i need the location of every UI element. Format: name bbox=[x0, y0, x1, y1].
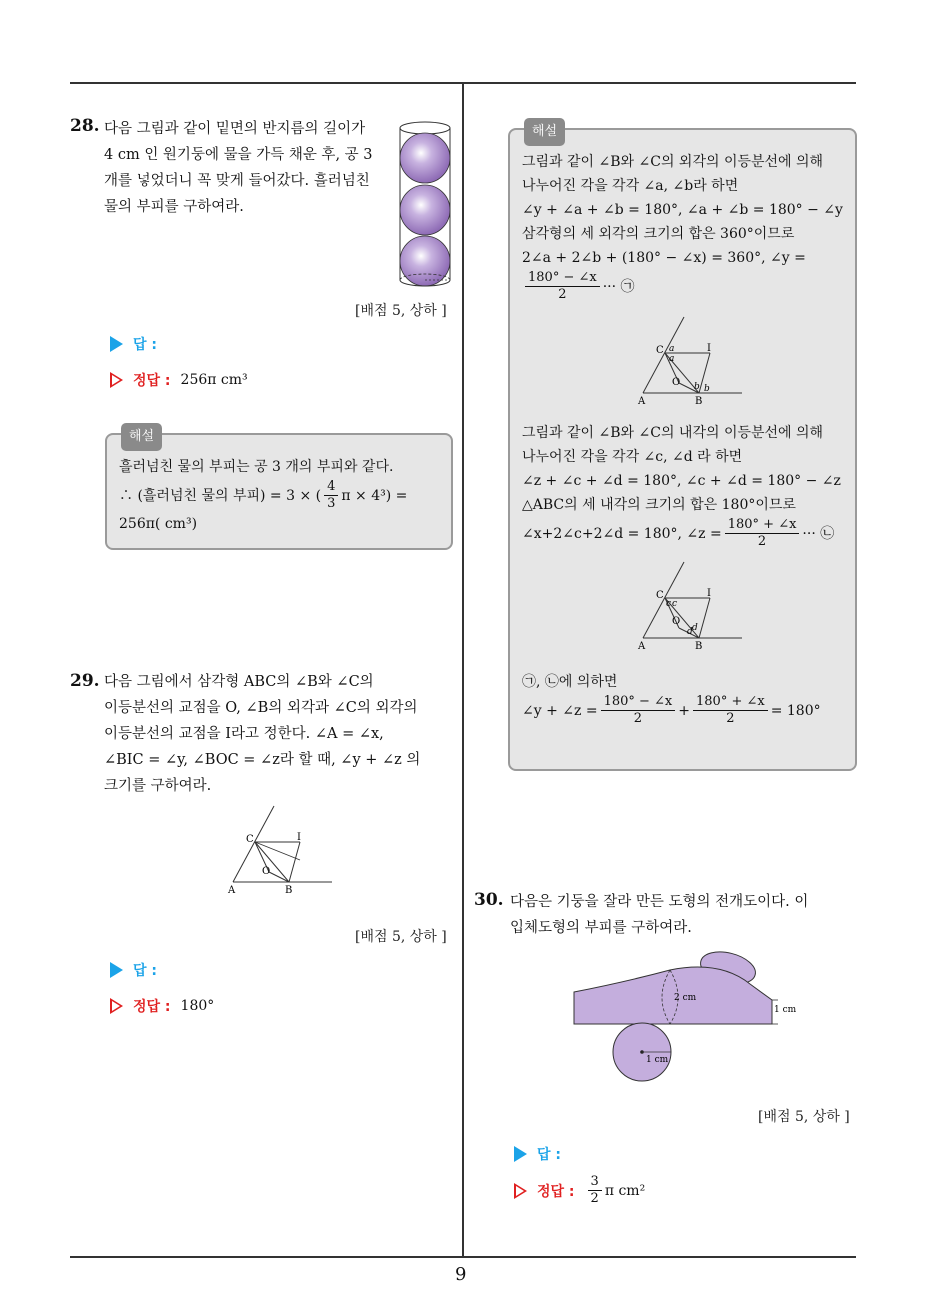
sol2-mark: ··· ㉡ bbox=[802, 525, 835, 542]
fig2-label-O: O bbox=[672, 616, 681, 627]
answer-arrow-icon bbox=[514, 1146, 527, 1162]
sol1-figure bbox=[632, 311, 748, 407]
fig2-label-A: A bbox=[638, 641, 646, 652]
q28-solution-line: 256π( cm³) bbox=[119, 516, 198, 532]
q28-text bbox=[104, 116, 394, 220]
q28-answer-label: 답 : bbox=[133, 337, 157, 353]
q29-text bbox=[104, 669, 449, 799]
correct-arrow-icon bbox=[514, 1183, 527, 1199]
sol1-frac-line bbox=[522, 270, 843, 303]
q29-line: ∠BIC = ∠y, ∠BOC = ∠z라 할 때, ∠y + ∠z 의 bbox=[104, 752, 421, 768]
q30-correct-suffix: π cm² bbox=[604, 1182, 646, 1199]
sol2-line: 나누어진 각을 각각 ∠c, ∠d 라 하면 bbox=[522, 449, 743, 465]
q29-solution-tag: 해설 bbox=[524, 118, 565, 146]
sol2-line: ∠z + ∠c + ∠d = 180°, ∠c + ∠d = 180° − ∠z bbox=[522, 473, 841, 489]
sol2-fraction bbox=[725, 517, 800, 550]
fig-label-C: C bbox=[246, 834, 254, 845]
q28-solution-text: ∴ (흘러넘친 물의 부피) = 3 × ( bbox=[119, 487, 322, 504]
sol3-fraction-2 bbox=[693, 694, 768, 727]
q30-answer-line bbox=[514, 1144, 561, 1164]
sol2-figure bbox=[632, 556, 748, 652]
q28-correct-line bbox=[110, 370, 248, 390]
fig1-angle-a: a bbox=[669, 354, 675, 364]
q29-correct-line bbox=[110, 996, 214, 1016]
q28-solution-text: π × 4³) = bbox=[341, 487, 408, 504]
sol1-fraction bbox=[525, 270, 600, 303]
q29-number: 29. bbox=[70, 671, 100, 691]
q28-number: 28. bbox=[70, 116, 100, 136]
sol2-text: ∠x+2∠c+2∠d = 180°, ∠z = bbox=[522, 525, 722, 542]
fraction-numerator: 180° + ∠x bbox=[725, 517, 800, 534]
sol1-mark: ··· ㉠ bbox=[602, 278, 635, 295]
q29-answer-label: 답 : bbox=[133, 963, 157, 979]
fig2-angle-d: d bbox=[687, 627, 693, 637]
q30-answer-label: 답 : bbox=[537, 1147, 561, 1163]
q29-triangle-figure bbox=[222, 800, 338, 896]
answer-arrow-icon bbox=[110, 336, 123, 352]
fraction-denominator: 2 bbox=[633, 711, 643, 726]
sol3-plus: + bbox=[678, 702, 690, 719]
q28-score: [배점 5, 상하 ] bbox=[355, 303, 447, 319]
q30-text bbox=[510, 889, 850, 941]
fig2-label-B: B bbox=[695, 641, 703, 652]
correct-arrow-icon bbox=[110, 372, 123, 388]
q30-correct-line bbox=[514, 1174, 645, 1207]
q28-line: 개를 넣었더니 꼭 맞게 들어갔다. 흘러넘친 bbox=[104, 173, 370, 189]
page-number: 9 bbox=[455, 1264, 467, 1285]
q30-side-label: 1 cm bbox=[774, 1005, 797, 1015]
fraction-numerator: 180° + ∠x bbox=[693, 694, 768, 711]
sol1-line: ∠y + ∠a + ∠b = 180°, ∠a + ∠b = 180° − ∠y bbox=[522, 202, 843, 218]
fig2-label-I: I bbox=[707, 588, 711, 599]
sol2-line: △ABC의 세 내각의 크기의 합은 180°이므로 bbox=[522, 497, 796, 513]
fig-label-B: B bbox=[285, 885, 293, 896]
fig1-angle-b: b bbox=[704, 384, 710, 394]
fig2-angle-c: c bbox=[666, 599, 672, 609]
q30-line: 입체도형의 부피를 구하여라. bbox=[510, 920, 692, 936]
bottom-rule bbox=[70, 1256, 856, 1258]
q30-height-label: 2 cm bbox=[674, 993, 697, 1003]
q28-line: 물의 부피를 구하여라. bbox=[104, 199, 244, 215]
q29-correct-value: 180° bbox=[180, 998, 215, 1014]
q30-radius-label: 1 cm bbox=[646, 1055, 669, 1065]
q30-net-figure bbox=[570, 948, 802, 1084]
fraction-denominator: 2 bbox=[757, 534, 767, 549]
fig1-angle-a: a bbox=[669, 344, 675, 354]
fig-label-O: O bbox=[262, 866, 271, 877]
q28-cylinder-figure bbox=[392, 118, 458, 294]
q30-line: 다음은 기둥을 잘라 만든 도형의 전개도이다. 이 bbox=[510, 894, 809, 910]
q29-line: 다음 그림에서 삼각형 ABC의 ∠B와 ∠C의 bbox=[104, 674, 374, 690]
fig1-label-O: O bbox=[672, 377, 681, 388]
sol2-frac-line bbox=[522, 517, 843, 550]
sol1-line: 나누어진 각을 각각 ∠a, ∠b라 하면 bbox=[522, 178, 739, 194]
q28-correct-value: 256π cm³ bbox=[180, 372, 248, 388]
sol3-line: ㉠, ㉡에 의하면 bbox=[522, 674, 618, 690]
q28-solution-line bbox=[119, 479, 439, 512]
sol2-line: 그림과 같이 ∠B와 ∠C의 내각의 이등분선에 의해 bbox=[522, 425, 824, 441]
answer-arrow-icon bbox=[110, 962, 123, 978]
fig1-label-C: C bbox=[656, 345, 664, 356]
fraction-denominator: 3 bbox=[327, 496, 336, 511]
fig1-label-B: B bbox=[695, 396, 703, 407]
sol1-line: 삼각형의 세 외각의 크기의 합은 360°이므로 bbox=[522, 226, 795, 242]
q28-solution-box bbox=[105, 429, 453, 550]
q28-line: 다음 그림과 같이 밑면의 반지름의 길이가 bbox=[104, 121, 366, 137]
q30-correct-label: 정답 : bbox=[537, 1183, 575, 1200]
q28-solution-line: 흘러넘친 물의 부피는 공 3 개의 부피와 같다. bbox=[119, 459, 394, 475]
q30-correct-fraction bbox=[588, 1174, 602, 1207]
q29-line: 이등분선의 교점을 I라고 정한다. ∠A = ∠x, bbox=[104, 726, 384, 742]
fraction-numerator: 3 bbox=[588, 1174, 602, 1191]
fig1-angle-b: b bbox=[694, 382, 700, 392]
fig-label-A: A bbox=[228, 885, 236, 896]
q30-score: [배점 5, 상하 ] bbox=[758, 1109, 850, 1125]
q29-correct-label: 정답 : bbox=[133, 999, 171, 1015]
fig1-label-A: A bbox=[638, 396, 646, 407]
q28-solution-tag: 해설 bbox=[121, 423, 162, 451]
fraction-numerator: 180° − ∠x bbox=[601, 694, 676, 711]
fig2-angle-d: d bbox=[692, 623, 698, 633]
sol3-lhs: ∠y + ∠z = bbox=[522, 702, 598, 719]
sol1-line: 그림과 같이 ∠B와 ∠C의 외각의 이등분선에 의해 bbox=[522, 154, 824, 170]
fraction-denominator: 2 bbox=[726, 711, 735, 726]
correct-arrow-icon bbox=[110, 998, 123, 1014]
fraction-numerator: 4 bbox=[324, 479, 338, 496]
fig-label-I: I bbox=[297, 832, 301, 843]
fig2-angle-c: c bbox=[672, 599, 678, 609]
q30-correct-value bbox=[585, 1174, 646, 1207]
q28-line: 4 cm 인 원기둥에 물을 가득 채운 후, 공 3 bbox=[104, 147, 373, 163]
q28-answer-line bbox=[110, 334, 157, 354]
fraction-numerator: 180° − ∠x bbox=[525, 270, 600, 287]
fig2-label-C: C bbox=[656, 590, 664, 601]
q29-solution-box bbox=[508, 124, 857, 771]
sol3-equation bbox=[522, 694, 843, 727]
fraction-denominator: 2 bbox=[558, 287, 567, 302]
sol3-rhs: = 180° bbox=[770, 702, 821, 719]
q29-line: 이등분선의 교점을 O, ∠B의 외각과 ∠C의 외각의 bbox=[104, 700, 418, 716]
q30-number: 30. bbox=[474, 890, 504, 910]
sol3-fraction-1 bbox=[601, 694, 676, 727]
fig1-label-I: I bbox=[707, 343, 711, 354]
center-divider bbox=[462, 84, 464, 1258]
q28-correct-label: 정답 : bbox=[133, 373, 171, 389]
q29-line: 크기를 구하여라. bbox=[104, 778, 212, 794]
q29-answer-line bbox=[110, 960, 157, 980]
q29-score: [배점 5, 상하 ] bbox=[355, 929, 447, 945]
sol1-line: 2∠a + 2∠b + (180° − ∠x) = 360°, ∠y = bbox=[522, 250, 806, 266]
fraction-denominator: 2 bbox=[590, 1191, 599, 1206]
q28-solution-fraction bbox=[324, 479, 338, 512]
